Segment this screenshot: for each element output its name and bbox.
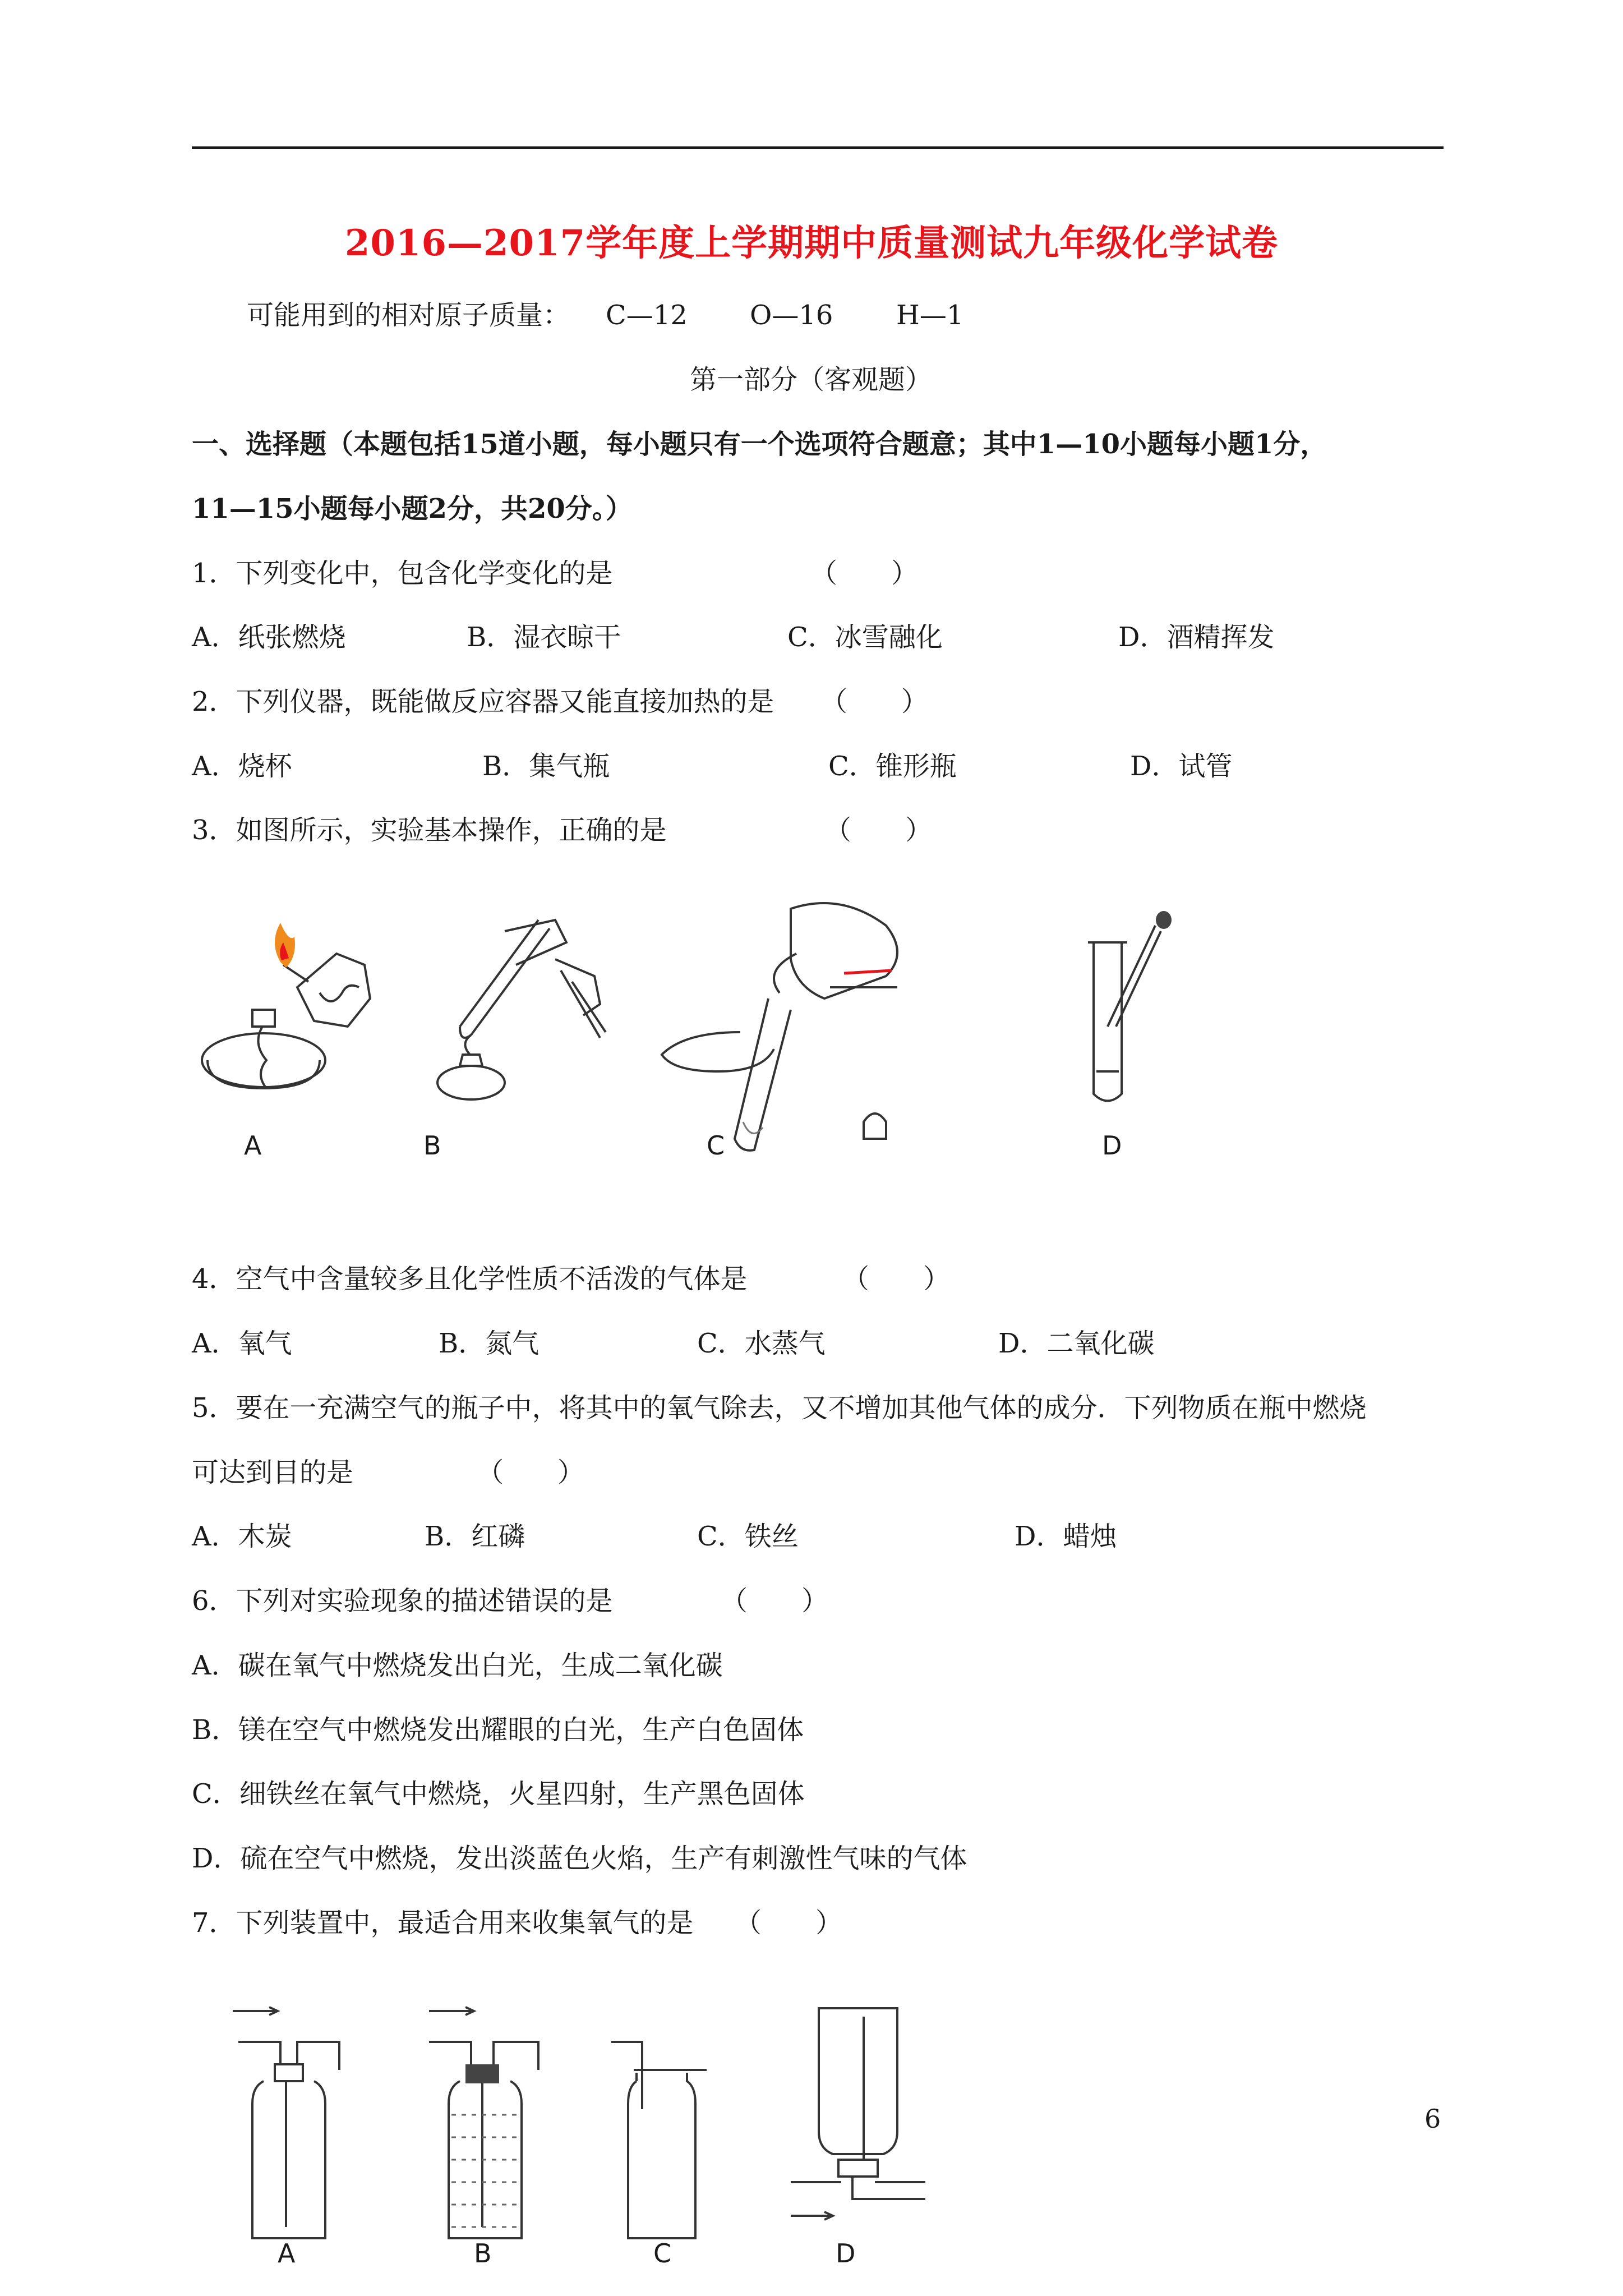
q3-figure-b-heating-tube — [426, 898, 611, 1111]
question-2-stem: 2．下列仪器，既能做反应容器又能直接加热的是 — [192, 686, 774, 717]
question-6-option-c: C．细铁丝在氧气中燃烧，火星四射，生产黑色固体 — [192, 1778, 805, 1810]
header-rule — [192, 146, 1444, 149]
question-7-bracket: （ ） — [735, 1907, 843, 1939]
question-5-option-a: A．木炭 — [192, 1521, 292, 1552]
atomic-mass-o: O—16 — [750, 300, 833, 331]
q3-figure-d-dropper — [1077, 909, 1189, 1111]
question-1-option-d: D．酒精挥发 — [1118, 622, 1275, 653]
question-5-bracket: （ ） — [477, 1457, 585, 1488]
question-6-option-d: D．硫在空气中燃烧，发出淡蓝色火焰，生产有刺激性气味的气体 — [192, 1843, 967, 1874]
part-heading: 第一部分（客观题） — [690, 364, 933, 395]
question-3-bracket: （ ） — [824, 815, 933, 846]
q3-label-b: B — [423, 1130, 441, 1161]
question-4-stem: 4．空气中含量较多且化学性质不活泼的气体是 — [192, 1263, 748, 1295]
question-4-option-c: C．水蒸气 — [697, 1328, 826, 1359]
question-1-option-b: B．湿衣晾干 — [467, 622, 621, 653]
question-2-option-b: B．集气瓶 — [482, 751, 610, 782]
q3-label-a: A — [244, 1130, 262, 1161]
question-1-option-a: A．纸张燃烧 — [192, 622, 346, 653]
question-6-option-b: B．镁在空气中燃烧发出耀眼的白光，生产白色固体 — [192, 1714, 804, 1746]
atomic-mass-label: 可能用到的相对原子质量： — [247, 300, 570, 331]
question-6-stem: 6．下列对实验现象的描述错误的是 — [192, 1585, 613, 1617]
page-number: 6 — [1424, 2104, 1441, 2134]
section-heading-line2: 11—15小题每小题2分，共20分。） — [192, 493, 633, 524]
q7-label-d: D — [836, 2238, 856, 2269]
q7-label-b: B — [474, 2238, 492, 2269]
question-4-bracket: （ ） — [842, 1263, 951, 1295]
question-1-bracket: （ ） — [810, 558, 919, 589]
q3-label-d: D — [1102, 1130, 1122, 1161]
atomic-mass-c: C—12 — [606, 300, 688, 331]
q7-figure-d-inverted-bottle — [780, 1991, 937, 2227]
q3-figure-a-alcohol-lamp — [196, 920, 381, 1105]
q7-label-c: C — [653, 2238, 672, 2269]
question-7-stem: 7．下列装置中，最适合用来收集氧气的是 — [192, 1907, 694, 1939]
question-4-option-d: D．二氧化碳 — [998, 1328, 1155, 1359]
question-6-option-a: A．碳在氧气中燃烧发出白光，生成二氧化碳 — [192, 1650, 723, 1681]
question-6-bracket: （ ） — [721, 1585, 829, 1617]
section-heading-line1: 一、选择题（本题包括15道小题，每小题只有一个选项符合题意；其中1—10小题每小题1分， — [192, 429, 1327, 460]
question-5-option-c: C．铁丝 — [697, 1521, 799, 1552]
q3-figure-c-pouring-liquid — [651, 886, 965, 1156]
exam-title: 2016—2017学年度上学期期中质量测试九年级化学试卷 — [344, 222, 1279, 264]
question-1-option-c: C．冰雪融化 — [787, 622, 943, 653]
question-5-stem: 5．要在一充满空气的瓶子中，将其中的氧气除去，又不增加其他气体的成分．下列物质在瓶中燃烧 — [192, 1392, 1367, 1424]
question-2-option-c: C．锥形瓶 — [828, 751, 957, 782]
q7-figure-c-open-bottle — [606, 2025, 718, 2249]
atomic-mass-h: H—1 — [896, 300, 964, 331]
question-2-bracket: （ ） — [820, 686, 929, 717]
q7-figure-a-bottle — [224, 2003, 353, 2249]
question-5-option-d: D．蜡烛 — [1015, 1521, 1117, 1552]
question-5-stem-line2: 可达到目的是 — [192, 1457, 354, 1488]
q7-label-a: A — [278, 2238, 296, 2269]
q3-label-c: C — [707, 1130, 725, 1161]
question-5-option-b: B．红磷 — [425, 1521, 525, 1552]
question-4-option-b: B．氮气 — [439, 1328, 540, 1359]
question-2-option-d: D．试管 — [1130, 751, 1233, 782]
q7-figure-b-water-bottle — [421, 2003, 550, 2249]
question-2-option-a: A．烧杯 — [192, 751, 292, 782]
question-3-stem: 3．如图所示，实验基本操作，正确的是 — [192, 815, 667, 846]
question-1-stem: 1．下列变化中，包含化学变化的是 — [192, 558, 613, 589]
question-4-option-a: A．氧气 — [192, 1328, 292, 1359]
